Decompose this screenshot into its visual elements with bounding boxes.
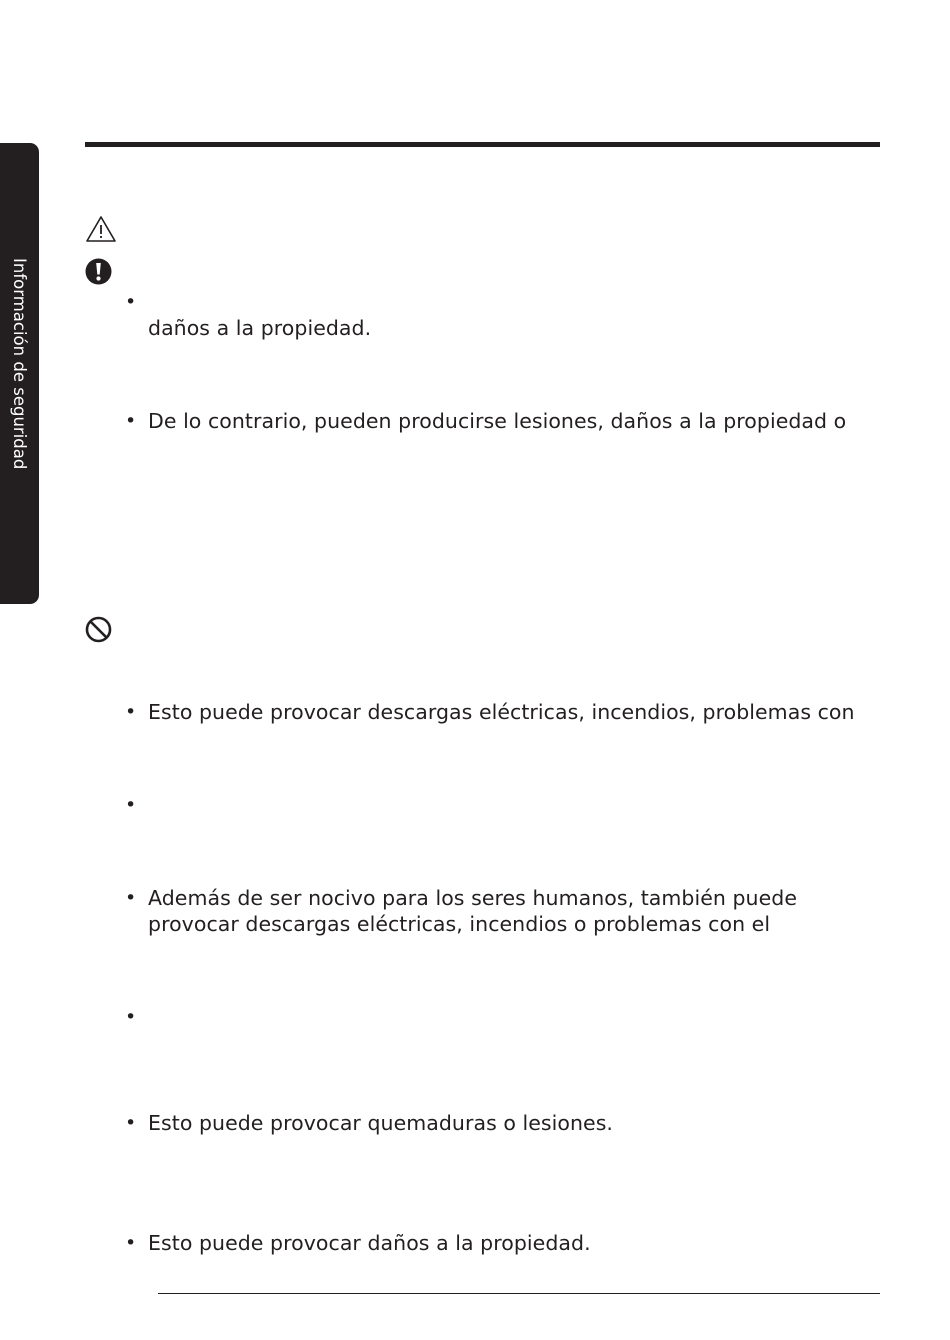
bullet: • (125, 1112, 137, 1134)
bullet: • (125, 887, 137, 909)
side-tab-label-wrap (8, 258, 30, 490)
item-text: Además de ser nocivo para los seres humanos, también puede (148, 886, 797, 910)
prohibition-icon (85, 616, 112, 643)
item-text: Esto puede provocar daños a la propiedad. (148, 1231, 591, 1255)
bullet: • (125, 794, 137, 816)
header-rule (85, 142, 880, 147)
warning-triangle-icon (85, 215, 117, 243)
bullet: • (125, 1006, 137, 1028)
bullet: • (125, 291, 137, 313)
bullet: • (125, 701, 137, 723)
bullet: • (125, 410, 137, 432)
item-text: De lo contrario, pueden producirse lesiones, daños a la propiedad o (148, 409, 847, 433)
side-tab-label: Información de seguridad (10, 258, 29, 470)
bullet: • (125, 1232, 137, 1254)
exclamation-circle-icon (85, 258, 112, 285)
item-text-continuation: daños a la propiedad. (148, 316, 372, 340)
item-text-continuation: provocar descargas eléctricas, incendios o problemas con el (148, 912, 771, 936)
footer-rule (158, 1293, 880, 1294)
item-text: Esto puede provocar descargas eléctricas, incendios, problemas con (148, 700, 855, 724)
item-text: Esto puede provocar quemaduras o lesiones. (148, 1111, 614, 1135)
